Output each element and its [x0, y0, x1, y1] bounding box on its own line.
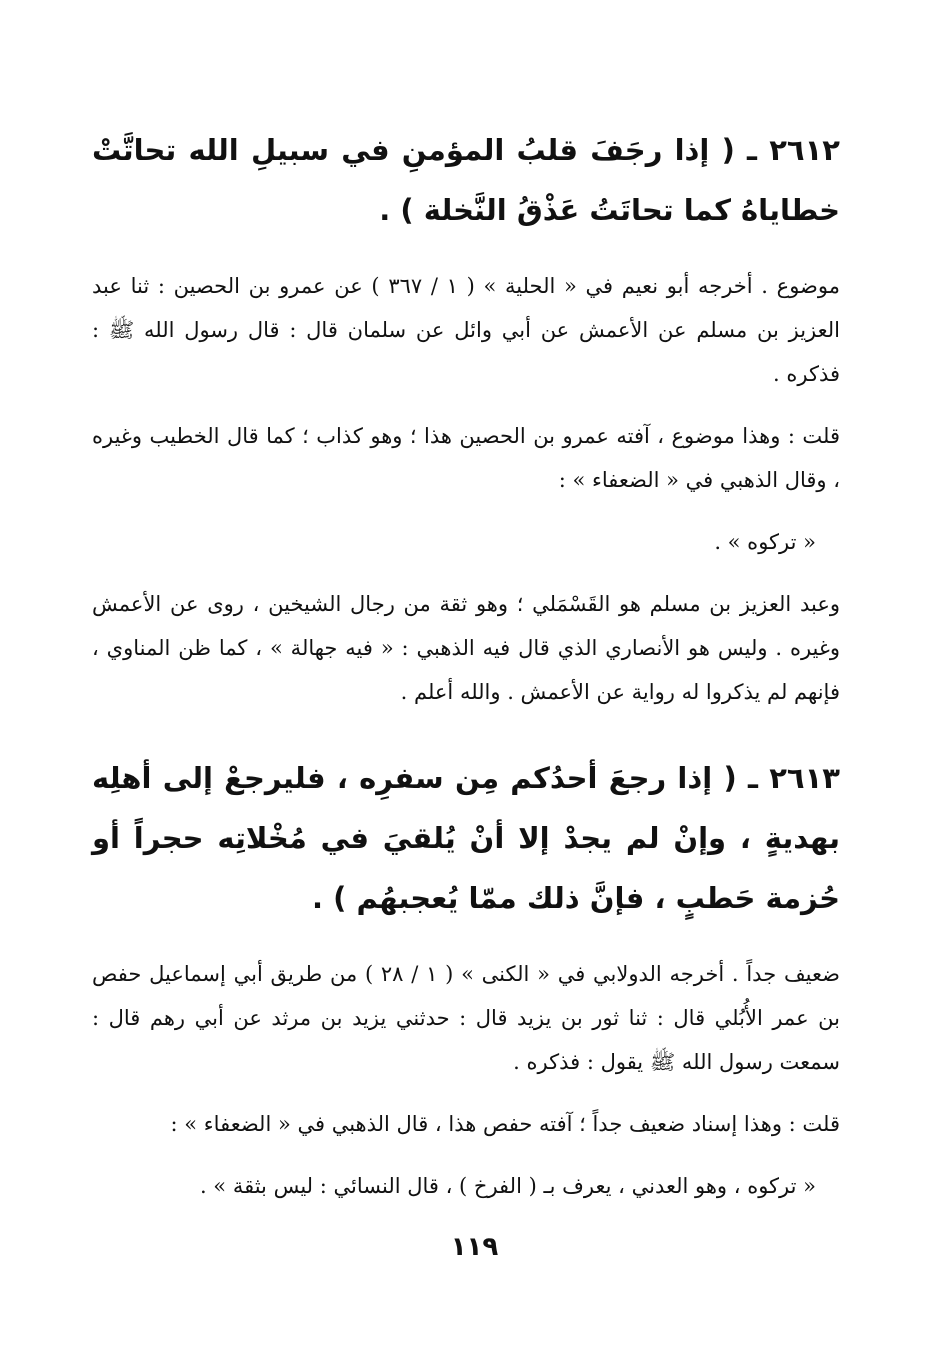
hadith-2612-quote: « تركوه » . — [714, 530, 816, 554]
section-spacer — [92, 732, 840, 748]
page-body — [92, 120, 840, 1226]
hadith-2612-comment: قلت : وهذا موضوع ، آفته عمرو بن الحصين هذا ؛ وهو كذاب ؛ كما قال الخطيب وغيره ، وقال الذهبي في « الضعفاء » : — [92, 424, 840, 492]
hadith-2613-comment: قلت : وهذا إسناد ضعيف جداً ؛ آفته حفص هذا ، قال الذهبي في « الضعفاء » : — [170, 1112, 840, 1136]
hadith-2612 — [92, 120, 840, 714]
hadith-2613-heading: ٢٦١٣ ـ ( إذا رجعَ أحدُكم مِن سفرِه ، فليرجعْ إلى أهلِه بهديةٍ ، وإنْ لم يجدْ إلا أنْ يُلقيَ في مُخْلاتِه حجراً أو حُزمة حَطبٍ ، فإنَّ ذلك ممّا يُعجبهُم ) . — [92, 761, 840, 915]
hadith-2613-takhrij: ضعيف جداً . أخرجه الدولابي في « الكنى » ( ١ / ٢٨ ) من طريق أبي إسماعيل حفص بن عمر الأُبُلي قال : ثنا ثور بن يزيد قال : حدثني يزيد بن مرثد عن أبي رهم قال : سمعت رسول الله ﷺ يقول : فذكره . — [92, 962, 840, 1074]
hadith-2612-heading: ٢٦١٢ ـ ( إذا رجَفَ قلبُ المؤمنِ في سبيلِ الله تحاتَّتْ خطاياهُ كما تحاتَتُ عَذْقُ النَّخلة ) . — [92, 133, 840, 227]
page-number: ١١٩ — [450, 1232, 499, 1262]
hadith-2613-quote: « تركوه ، وهو العدني ، يعرف بـ ( الفرخ ) ، قال النسائي : ليس بثقة » . — [199, 1174, 816, 1198]
hadith-2613 — [92, 748, 840, 1208]
hadith-2612-takhrij: موضوع . أخرجه أبو نعيم في « الحلية » ( ١ / ٣٦٧ ) عن عمرو بن الحصين : ثنا عبد العزيز بن مسلم عن الأعمش عن أبي وائل عن سلمان قال : قال رسول الله ﷺ : فذكره . — [92, 274, 840, 386]
hadith-2612-note: وعبد العزيز بن مسلم هو القَسْمَلي ؛ وهو ثقة من رجال الشيخين ، روى عن الأعمش وغيره . وليس هو الأنصاري الذي قال فيه الذهبي : « فيه جهالة » ، كما ظن المناوي ، فإنهم لم يذكروا له رواية عن الأعمش . والله أعلم . — [92, 592, 840, 704]
